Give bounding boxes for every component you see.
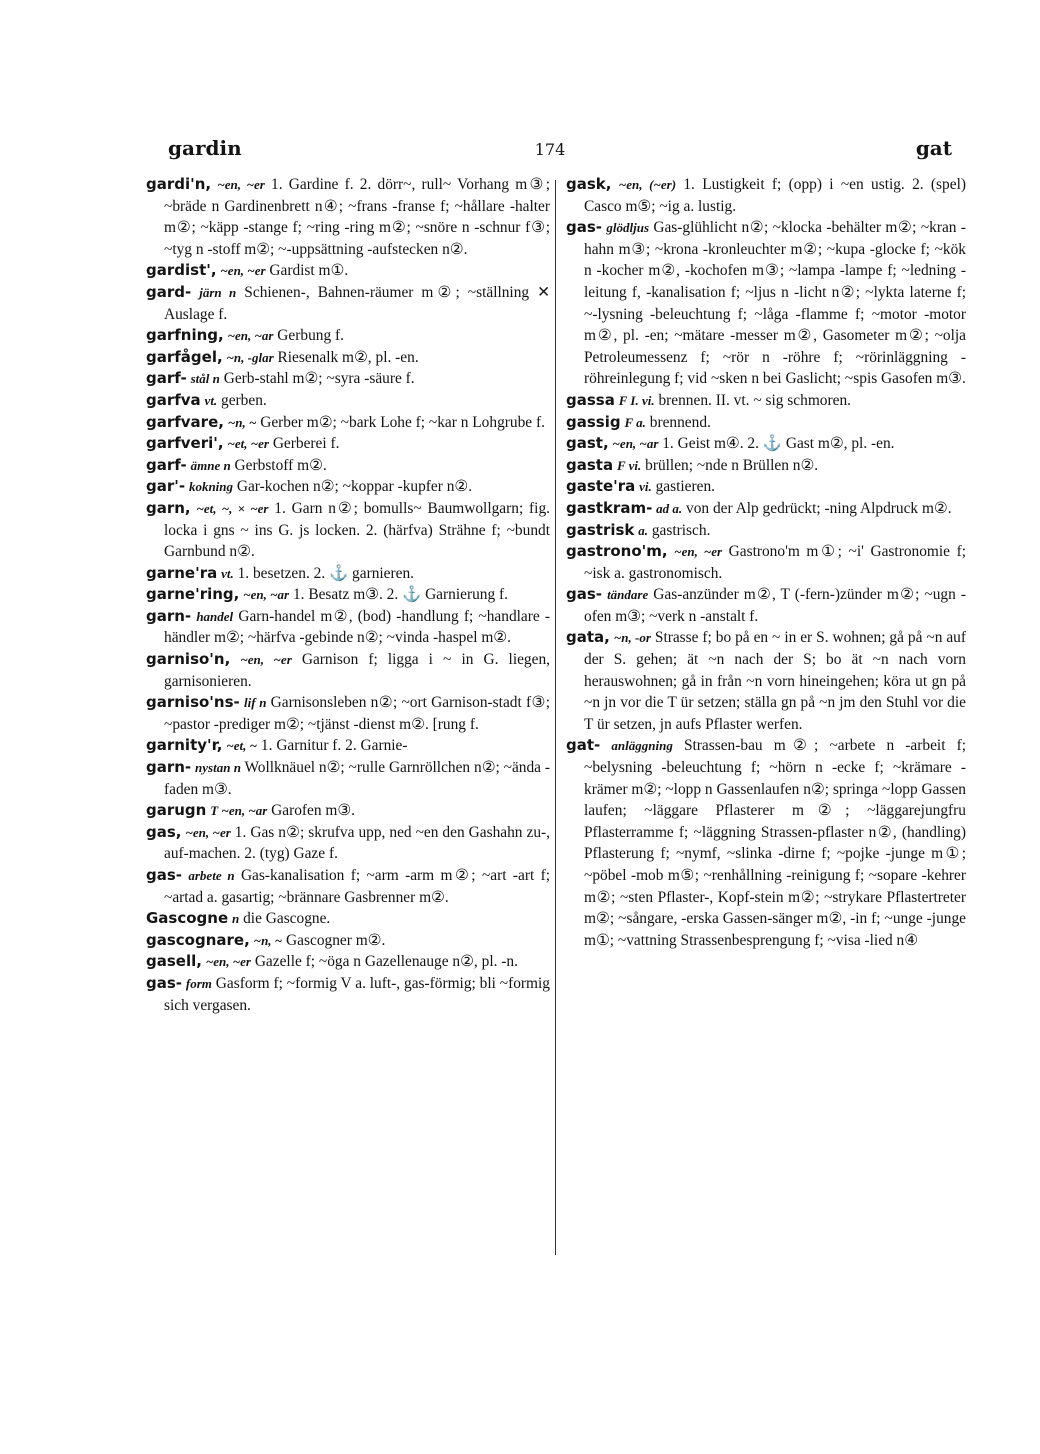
entry-headword: gastrisk bbox=[566, 520, 635, 539]
dictionary-entry bbox=[146, 563, 550, 585]
entry-grammar: F I. vi. bbox=[618, 392, 655, 408]
entry-grammar: a. bbox=[638, 522, 649, 538]
entry-definition: 1. besetzen. 2. ⚓ garnieren. bbox=[233, 564, 415, 582]
dictionary-entry bbox=[566, 455, 966, 477]
entry-grammar: nystan n bbox=[195, 760, 241, 776]
entry-headword: garfvare, bbox=[146, 412, 224, 431]
entry-definition: brennen. II. vt. ~ sig schmoren. bbox=[654, 391, 851, 409]
entry-headword: gas- bbox=[566, 218, 603, 237]
entry-grammar: lif n bbox=[244, 695, 267, 711]
dictionary-entry bbox=[146, 649, 550, 692]
entry-grammar: ad a. bbox=[656, 500, 683, 516]
entry-headword: garniso'ns- bbox=[146, 693, 240, 712]
entry-grammar: ~en, ~ar bbox=[612, 436, 659, 452]
entry-grammar: ~en, ~er bbox=[217, 177, 265, 192]
entry-definition: 1. Garnitur f. 2. Garnie- bbox=[257, 737, 408, 755]
entry-grammar: ~en, ~er bbox=[674, 544, 723, 560]
entry-definition: Wollknäuel n②; ~rulle Garnröllchen n②; ~ända -faden m③. bbox=[164, 759, 550, 798]
dictionary-entry bbox=[146, 908, 550, 930]
right-guide-word: gat bbox=[915, 136, 952, 160]
dictionary-entry bbox=[146, 930, 550, 952]
entry-definition: gastrisch. bbox=[648, 521, 711, 539]
entry-definition: Gar-kochen n②; ~koppar -kupfer n②. bbox=[233, 478, 473, 496]
entry-headword: garfågel, bbox=[146, 347, 223, 366]
entry-headword: gas- bbox=[566, 585, 603, 604]
entry-headword: gasta bbox=[566, 455, 614, 474]
page-number: 174 bbox=[534, 140, 566, 159]
entry-headword: gastkram- bbox=[566, 498, 653, 517]
entry-headword: gard- bbox=[146, 282, 192, 301]
entry-grammar: F a. bbox=[624, 414, 646, 430]
entry-definition: gerben. bbox=[217, 391, 267, 409]
dictionary-entry bbox=[146, 822, 550, 865]
entry-headword: gast, bbox=[566, 434, 609, 453]
entry-headword: gardi'n, bbox=[146, 175, 212, 193]
entry-headword: garne'ring, bbox=[146, 585, 240, 604]
entry-definition: Gerber m②; ~bark Lohe f; ~kar n Lohgrube f. bbox=[256, 413, 545, 431]
dictionary-entry bbox=[566, 541, 966, 584]
entry-definition: Riesenalk m②, pl. -en. bbox=[273, 348, 419, 366]
entry-headword: garnity'r, bbox=[146, 736, 223, 755]
dictionary-entry bbox=[146, 692, 550, 735]
right-column bbox=[566, 174, 966, 951]
entry-headword: Gascogne bbox=[146, 909, 229, 928]
entry-definition: Strassen-bau m②; ~arbete n -arbeit f; ~belysning -beleuchtung f; ~hörn n -ecke f; ~krämare -krämer m②; ~lopp n Gassenlaufen n②; springa ~lopp Gassen laufen; ~läggare Pflasterer m②; ~läggarejungfru Pflasterramme f; ~läggning Strassen-pflaster n②, (handling) Pflasterung f; ~nymf, ~slinka -dirne f; ~pojke -junge m①; ~pöbel -mob m⑤; ~renhållning -reinigung f; ~sopare -kehrer m②; ~sten Pflaster-, Kopf-stein m②; ~strykare Pflastertreter m②; ~sångare, -erska Gassen-sänger m②, -in f; ~unge -junge m①; ~vattning Strassenbesprengung f; ~visa -lied n④ bbox=[584, 737, 966, 949]
entry-definition: die Gascogne. bbox=[239, 910, 331, 928]
entry-headword: gardist', bbox=[146, 261, 217, 280]
dictionary-entry bbox=[146, 757, 550, 800]
dictionary-entry bbox=[146, 174, 550, 260]
dictionary-entry bbox=[146, 368, 550, 390]
dictionary-entry bbox=[566, 174, 966, 217]
dictionary-entry bbox=[566, 627, 966, 735]
dictionary-entry bbox=[146, 498, 550, 563]
entry-grammar: arbete n bbox=[188, 868, 235, 883]
entry-definition: 1. Gardine f. 2. dörr~, rull~ Vorhang m③; ~bräde n Gardinenbrett n④; ~frans -franse f; ~hållare -halter m②; ~käpp -stange f; ~ring -ring m②; ~snöre n -schnur f③; ~tyg n -stoff m②; ~-uppsättning -aufstecken n②. bbox=[164, 176, 550, 258]
dictionary-entry bbox=[146, 973, 550, 1016]
entry-grammar: ~n, -glar bbox=[226, 349, 274, 365]
entry-definition: 1. Geist m④. 2. ⚓ Gast m②, pl. -en. bbox=[658, 435, 895, 453]
entry-grammar: ~n, ~ bbox=[227, 414, 257, 430]
entry-definition: Gerbstoff m②. bbox=[230, 456, 327, 474]
entry-definition: Gardist m①. bbox=[265, 262, 349, 280]
dictionary-entry bbox=[566, 498, 966, 520]
left-column bbox=[146, 174, 550, 1016]
entry-grammar: vt. bbox=[204, 392, 218, 408]
entry-grammar: ~et, ~er bbox=[227, 436, 269, 452]
entry-headword: gassa bbox=[566, 390, 615, 409]
entry-definition: gastieren. bbox=[651, 478, 715, 496]
entry-definition: Gasform f; ~formig V a. luft-, gas-förmig; bli ~formig sich vergasen. bbox=[164, 974, 550, 1014]
dictionary-entry bbox=[146, 282, 550, 325]
dictionary-entry bbox=[146, 347, 550, 369]
entry-definition: Gastrono'm m①; ~i' Gastronomie f; ~isk a. gastronomisch. bbox=[584, 543, 966, 582]
entry-grammar: glödljus bbox=[606, 220, 649, 236]
entry-headword: garne'ra bbox=[146, 563, 218, 582]
entry-definition: Garnisonsleben n②; ~ort Garnison-stadt f③; ~pastor -prediger m②; ~tjänst -dienst m②. [rung f. bbox=[164, 694, 550, 733]
entry-grammar: handel bbox=[196, 608, 234, 624]
entry-headword: garugn bbox=[146, 801, 207, 820]
entry-definition: Gas-anzünder m②, T (-fern-)zünder m②; ~ugn -ofen m③; ~verk n -anstalt f. bbox=[584, 586, 966, 625]
entry-headword: garf- bbox=[146, 455, 187, 474]
entry-grammar: anläggning bbox=[611, 738, 673, 754]
dictionary-entry bbox=[146, 865, 550, 908]
entry-grammar: vi. bbox=[639, 479, 652, 495]
entry-headword: garn- bbox=[146, 606, 192, 625]
entry-grammar: ~et, ~ bbox=[226, 738, 258, 754]
entry-grammar: ~n, -or bbox=[613, 630, 651, 646]
entry-headword: gassig bbox=[566, 412, 621, 431]
dictionary-entry bbox=[146, 325, 550, 347]
entry-headword: gas- bbox=[146, 973, 183, 992]
entry-definition: 1. Gas n②; skrufva upp, ned ~en den Gashahn zu-, auf-machen. 2. (tyg) Gaze f. bbox=[164, 823, 550, 863]
column-divider bbox=[555, 180, 556, 1255]
entry-definition: 1. Garn n②; bomulls~ Baumwollgarn; fig. locka i gns ~ ins G. js locken. 2. (härfva) Strähne f; ~bundt Garnbund n②. bbox=[164, 499, 550, 561]
entry-grammar: tändare bbox=[607, 587, 649, 603]
dictionary-entry bbox=[566, 390, 966, 412]
dictionary-entry bbox=[566, 433, 966, 455]
entry-definition: 1. Besatz m③. 2. ⚓ Garnierung f. bbox=[289, 586, 508, 604]
entry-headword: garn- bbox=[146, 758, 192, 777]
page-header bbox=[0, 136, 1040, 166]
entry-definition: Garn-handel m②, (bod) -handlung f; ~handlare -händler m②; ~härfva -gebinde n②; ~vinda -haspel m②. bbox=[164, 607, 550, 647]
entry-grammar: F vi. bbox=[616, 457, 642, 473]
entry-definition: Gerb-stahl m②; ~syra -säure f. bbox=[219, 370, 415, 388]
entry-headword: gaste'ra bbox=[566, 477, 636, 496]
entry-grammar: kokning bbox=[188, 479, 234, 495]
entry-headword: garf- bbox=[146, 369, 187, 388]
dictionary-entry bbox=[566, 217, 966, 390]
left-guide-word: gardin bbox=[168, 136, 242, 160]
entry-grammar: ~en, ~er bbox=[220, 263, 266, 279]
dictionary-entry bbox=[146, 390, 550, 412]
dictionary-entry bbox=[146, 800, 550, 822]
entry-headword: gas, bbox=[146, 822, 182, 841]
entry-headword: gat- bbox=[566, 736, 601, 755]
entry-definition: Gas-kanalisation f; ~arm -arm m②; ~art -art f; ~artad a. gasartig; ~brännare Gasbrenner m②. bbox=[164, 867, 550, 906]
entry-definition: 1. Lustigkeit f; (opp) i ~en ustig. 2. (spel) Casco m⑤; ~ig a. lustig. bbox=[584, 176, 966, 215]
entry-grammar: n bbox=[232, 911, 240, 927]
entry-definition: brüllen; ~nde n Brüllen n②. bbox=[641, 456, 819, 474]
entry-definition: Gerberei f. bbox=[268, 435, 340, 453]
dictionary-entry bbox=[146, 606, 550, 649]
entry-grammar: ~en, (~er) bbox=[618, 177, 677, 192]
entry-headword: gata, bbox=[566, 628, 610, 647]
entry-headword: gascognare, bbox=[146, 930, 250, 949]
dictionary-entry bbox=[146, 584, 550, 606]
entry-grammar: form bbox=[185, 975, 212, 991]
entry-headword: gas- bbox=[146, 866, 183, 884]
entry-headword: garn, bbox=[146, 498, 191, 517]
entry-headword: gar'- bbox=[146, 477, 186, 496]
entry-headword: garfva bbox=[146, 390, 201, 409]
entry-definition: Gazelle f; ~öga n Gazellenauge n②, pl. -n. bbox=[250, 953, 518, 971]
entry-definition: Gerbung f. bbox=[273, 327, 344, 345]
dictionary-entry bbox=[566, 584, 966, 627]
entry-headword: gasell, bbox=[146, 952, 202, 971]
entry-headword: garniso'n, bbox=[146, 650, 231, 669]
entry-headword: gask, bbox=[566, 175, 612, 193]
entry-grammar: vt. bbox=[221, 565, 234, 581]
dictionary-entry bbox=[146, 476, 550, 498]
dictionary-entry bbox=[566, 520, 966, 542]
entry-grammar: ~en, ~ar bbox=[227, 328, 274, 344]
entry-grammar: ~en, ~er bbox=[185, 824, 231, 840]
entry-grammar: ~en, ~er bbox=[240, 652, 292, 668]
entry-headword: garfning, bbox=[146, 326, 224, 345]
dictionary-entry bbox=[566, 476, 966, 498]
dictionary-entry bbox=[566, 412, 966, 434]
dictionary-entry bbox=[146, 433, 550, 455]
entry-definition: Gas-glühlicht n②; ~klocka -behälter m②; ~kran -hahn m③; ~krona -kronleuchter m②; ~kupa -glocke f; ~kök n -kocher m②, -kochofen m③; ~lampa -lampe f; ~ledning -leitung f, -kanalisation f; ~ljus n -licht n②; ~lykta laterne f; ~-lysning -beleuchtung f; ~låga -flamme f; ~motor -motor m②, pl. -en; ~mätare -messer m②, Gasometer m②; ~olja Petroleumessenz f; ~rör n -röhre f; ~rörinläggning -röhreinlegung f; vid ~sken n bei Gaslicht; ~spis Gasofen m③. bbox=[584, 219, 966, 388]
entry-grammar: ~n, ~ bbox=[253, 932, 283, 948]
entry-grammar: stål n bbox=[190, 371, 220, 387]
dictionary-entry bbox=[146, 455, 550, 477]
dictionary-entry bbox=[146, 260, 550, 282]
entry-definition: brennend. bbox=[645, 413, 711, 431]
entry-grammar: ~en, ~ar bbox=[243, 587, 290, 603]
dictionary-entry bbox=[146, 951, 550, 973]
entry-headword: gastrono'm, bbox=[566, 542, 668, 561]
entry-grammar: järn n bbox=[199, 284, 237, 300]
entry-definition: Schienen-, Bahnen-räumer m②; ~ställning ✕ Auslage f. bbox=[164, 283, 550, 323]
entry-grammar: T ~en, ~ar bbox=[210, 803, 268, 819]
entry-definition: Garnison f; ligga i ~ in G. liegen, garnisonieren. bbox=[164, 651, 550, 690]
entry-headword: garfveri', bbox=[146, 434, 224, 453]
entry-definition: von der Alp gedrückt; -ning Alpdruck m②. bbox=[682, 499, 952, 517]
entry-definition: Gascogner m②. bbox=[282, 931, 386, 949]
entry-definition: Garofen m③. bbox=[267, 802, 356, 820]
entry-grammar: ~et, ~, × ~er bbox=[196, 500, 269, 516]
entry-definition: Strasse f; bo på en ~ in er S. wohnen; gå på ~n auf der S. gehen; ät ~n nach der S; bo ät ~n nach vorn herauswohnen; gå in från ~n vorn hineingehen; köra ut gn på ~n jn vor die T ür setzen; ställa gn på ~n jm den Stuhl vor die T ür setzen, jn aufs Pflaster werfen. bbox=[584, 629, 966, 733]
entry-grammar: ~en, ~er bbox=[205, 954, 251, 970]
dictionary-entry bbox=[566, 735, 966, 951]
dictionary-entry bbox=[146, 735, 550, 757]
entry-grammar: ämne n bbox=[190, 457, 231, 473]
dictionary-entry bbox=[146, 412, 550, 434]
